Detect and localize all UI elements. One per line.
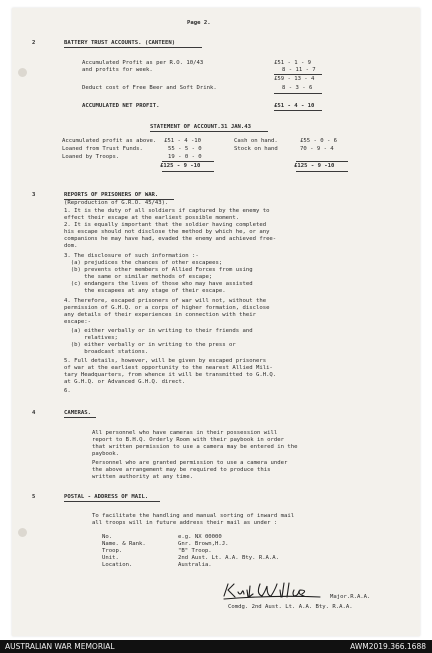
account-line: Deduct cost of Free Beer and Soft Drink. [82,85,217,91]
account-amount: £51 - 4 - 10 [274,103,315,109]
address-example: e.g. NX 00000 [178,534,222,540]
body-line: (b) either verbally or in writing to the press or [64,342,236,348]
signatory-rank: Major.R.A.A. [330,594,371,600]
section-heading: BATTERY TRUST ACCOUNTS. (CANTEEN) [64,40,176,46]
address-field: Name. & Rank. [102,541,146,547]
sum-rule [274,93,322,94]
body-line: the escapees at any stage of their escape. [64,288,226,294]
body-line: 1. It is the duty of all soldiers if captured by the enemy to [64,208,270,214]
body-line: relatives; [64,335,118,341]
statement-heading: STATEMENT OF ACCOUNT.31 JAN.43 [150,124,252,130]
section-number: 5 [32,494,36,500]
body-line: any details of their experiences in connection with their [64,312,256,318]
body-line: the above arrangement may be required to produce this [92,467,271,473]
body-line: companions he may have had, evaded the enemy and achieved free- [64,236,277,242]
account-line: ACCUMULATED NET PROFIT. [82,103,160,109]
body-line: broadcast stations. [64,349,149,355]
body-line: To facilitate the handling and manual sorting of inward mail [92,513,295,519]
page-number: Page 2. [187,20,211,26]
address-field: Troop. [102,548,123,554]
section-heading: POSTAL - ADDRESS OF MAIL. [64,494,149,500]
account-amount: £51 - 1 - 9 [274,60,312,66]
body-line: 4. Therefore, escaped prisoners of war will not, without the [64,298,267,304]
statement-total: £125 - 9 -10 [294,163,335,169]
sum-rule [274,74,322,75]
body-line: of war at the earliest opportunity to the nearest Allied Mili- [64,365,273,371]
address-example: 2nd Aust. Lt. A.A. Bty. R.A.A. [178,555,280,561]
body-line: (c) endangers the lives of those who may have assisted [64,281,253,287]
body-line: escape:- [64,319,91,325]
document-page [12,8,420,636]
account-amount: £59 - 13 - 4 [274,76,315,82]
statement-amount: 70 - 9 - 4 [300,146,334,152]
section-number: 2 [32,40,36,46]
body-line: paybook. [92,451,119,457]
body-line: at G.H.Q. or Advanced G.H.Q. direct. [64,379,186,385]
body-line: (a) either verbally or in writing to their friends and [64,328,253,334]
account-line: and profits for week. [82,67,153,73]
body-line: effect their escape at the earliest possible moment. [64,215,240,221]
body-line: All personnel who have cameras in their possession will [92,430,278,436]
body-line: 2. It is equally important that the soldier having completed [64,222,267,228]
section-heading: CAMERAS. [64,410,91,416]
punch-hole [18,68,27,77]
account-amount: 8 - 11 - 7 [282,67,316,73]
archive-name: AUSTRALIAN WAR MEMORIAL [5,642,115,651]
section-number: 4 [32,410,36,416]
account-amount: 8 - 3 - 6 [282,85,313,91]
body-line: tary Headquarters, from whence it will be transmitted to G.H.Q. [64,372,277,378]
section-heading: REPORTS OF PRISONERS OF WAR. [64,192,159,198]
heading-underline [150,131,268,132]
sum-rule [274,110,322,111]
body-line: (a) prejudices the chances of other escapees; [64,260,223,266]
address-field: Unit. [102,555,119,561]
body-line: 5. Full details, however, will be given by escaped prisoners [64,358,267,364]
body-line: permission of G.H.Q. or a corps of higher formation, disclose [64,305,270,311]
body-line: Personnel who are granted permission to use a camera under [92,460,288,466]
address-example: Australia. [178,562,212,568]
body-line: written authority at any time. [92,474,194,480]
archive-footer [0,640,432,653]
body-line: that written permission to use a camera may be entered in the [92,444,298,450]
statement-item: Loaned by Troops. [62,154,120,160]
heading-underline [64,47,202,48]
body-line: 6. [64,388,71,394]
address-field: Location. [102,562,133,568]
address-example: "B" Troop. [178,548,212,554]
statement-amount: 55 - 5 - 0 [168,146,202,152]
statement-item: Stock on hand [234,146,278,152]
heading-underline [64,501,160,502]
body-line: all troops will in future address their mail as under : [92,520,278,526]
body-line: his escape should not disclose the method by which he, or any [64,229,270,235]
statement-item: Accumulated profit as above. [62,138,157,144]
body-line: 3. The disclosure of such information :- [64,253,199,259]
accession-number: AWM2019.366.1688 [350,642,426,651]
signatory-title: Comdg. 2nd Aust. Lt. A.A. Bty. R.A.A. [228,604,353,610]
statement-amount: £55 - 0 - 6 [300,138,338,144]
statement-amount: £51 - 4 -10 [164,138,202,144]
body-line: dom. [64,243,78,249]
section-number: 3 [32,192,36,198]
sum-rule [296,161,348,162]
body-line: the same or similar methods of escape; [64,274,213,280]
body-line: report to B.H.Q. Orderly Room with their paybook in order [92,437,284,443]
statement-total: £125 - 9 -10 [160,163,201,169]
body-line: (b) prevents other members of Allied Forces from using [64,267,253,273]
statement-item: Cash on hand. [234,138,278,144]
sum-rule [162,161,214,162]
total-rule [162,171,214,172]
address-field: No. [102,534,113,540]
statement-amount: 19 - 0 - 0 [168,154,202,160]
address-example: Gnr. Brown,H.J. [178,541,229,547]
total-rule [296,171,348,172]
account-line: Accumulated Profit as per R.O. 10/43 [82,60,204,66]
section-subheading: (Reproduction of G.R.O. 45/43). [64,200,169,206]
punch-hole [18,528,27,537]
statement-item: Loaned from Trust Funds. [62,146,143,152]
handwritten-signature [220,580,338,602]
heading-underline [64,417,96,418]
